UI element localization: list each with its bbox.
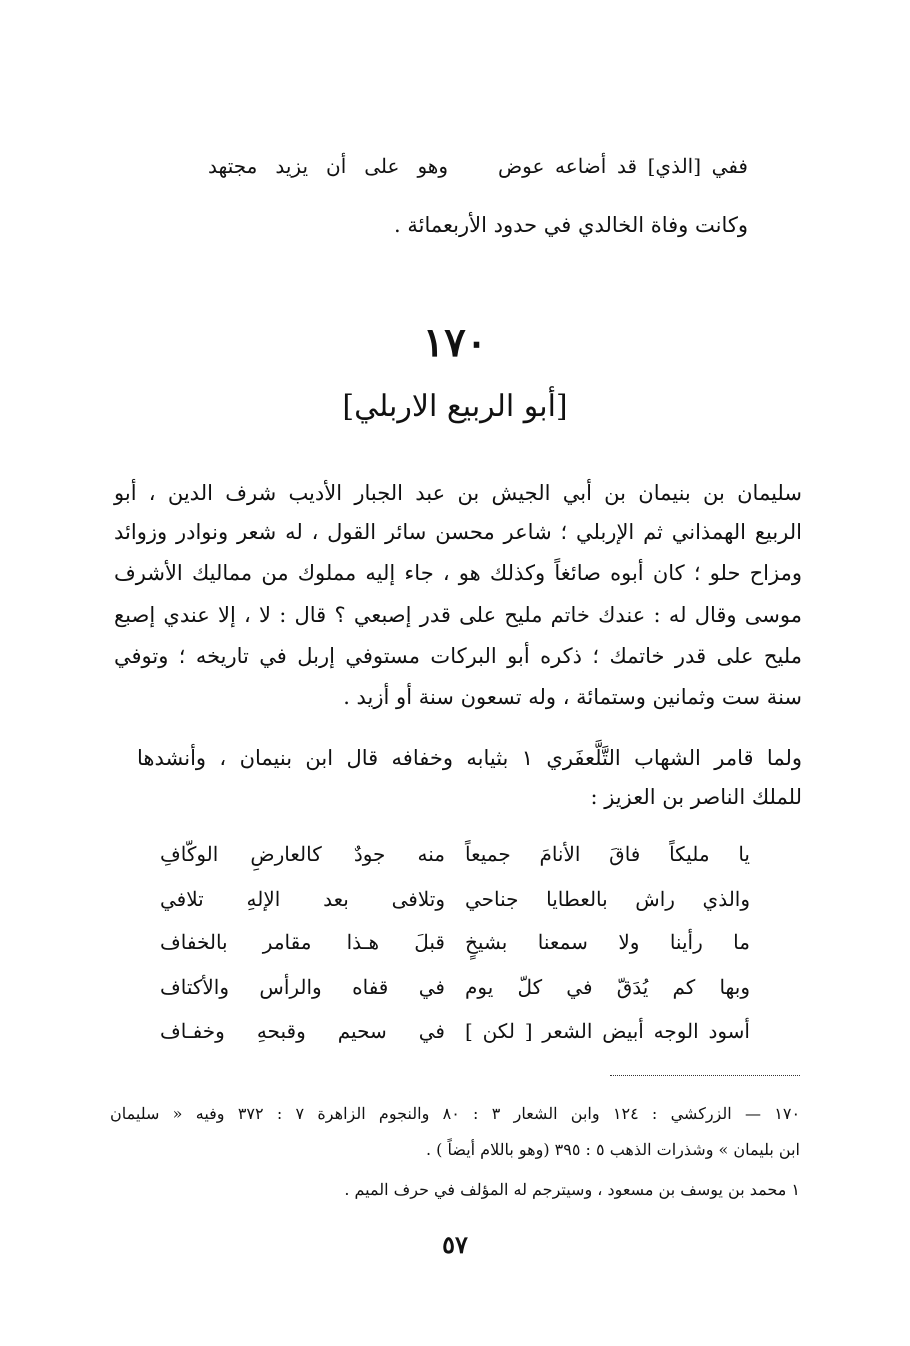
- footnote-line: ابن بليمان » وشذرات الذهب ٥ : ٣٩٥ (وهو باللام أيضاً ) .: [425, 1140, 800, 1159]
- entry-number: ١٧٠: [422, 319, 488, 366]
- poem-verse-right: والذي راش بالعطايا جناحي: [465, 887, 750, 911]
- opening-verse-right: ففي [الذي] قد أضاعه عوض: [498, 154, 748, 178]
- poem-verse-left: قبلَ هـذا مقامر بالخفاف: [160, 930, 445, 954]
- paragraph1-line: مليح على قدر خاتمك ؛ ذكره أبو البركات مستوفي إربل في تاريخه ؛ وتوفي: [114, 644, 802, 668]
- footnote-divider: [610, 1075, 800, 1076]
- paragraph1-line: سنة ست وثمانين وستمائة ، وله تسعون سنة أو أزيد .: [343, 685, 802, 709]
- poem-verse: [160, 842, 750, 876]
- poem-verse-right: ما رأينا ولا سمعنا بشيخٍ: [465, 930, 750, 954]
- poem-verse-left: منه جودٌ كالعارضِ الوكّافِ: [160, 842, 445, 866]
- paragraph1-line: ومزاح حلو ؛ كان أبوه صائغاً وكذلك هو ، جاء إليه مملوك من مماليك الأشرف: [114, 561, 802, 585]
- paragraph2-line: ولما قامر الشهاب التَّلَّعفَري ١ بثيابه وخفافه قال ابن بنيمان ، وأنشدها: [137, 746, 802, 770]
- page-number: ٥٧: [442, 1230, 468, 1259]
- intro-line: وكانت وفاة الخالدي في حدود الأربعمائة .: [394, 213, 748, 237]
- poem-verse-left: في قفاه والرأس والأكتاف: [160, 975, 445, 999]
- paragraph2-line: للملك الناصر بن العزيز :: [590, 785, 802, 809]
- poem-verse: [160, 930, 750, 964]
- poem-verse-right: أسود الوجه أبيض الشعر [ لكن ]: [465, 1019, 750, 1043]
- opening-verse-left: وهو على أن يزيد مجتهد: [208, 154, 448, 178]
- footnote-line: ١ محمد بن يوسف بن مسعود ، وسيترجم له المؤلف في حرف الميم .: [344, 1180, 800, 1199]
- poem-verse-right: يا مليكاً فاقَ الأنامَ جميعاً: [465, 842, 750, 866]
- poem-verse: [160, 1019, 750, 1053]
- entry-title: [أبو الربيع الاربلي]: [342, 389, 568, 424]
- poem-verse-left: وتلافى بعد الإلهِ تلافي: [160, 887, 445, 911]
- opening-verse: [208, 154, 748, 188]
- poem-verse: [160, 887, 750, 921]
- footnote-line: ١٧٠ — الزركشي : ١٢٤ وابن الشعار ٣ : ٨٠ والنجوم الزاهرة ٧ : ٣٧٢ وفيه « سليمان: [110, 1104, 801, 1123]
- poem-verse: [160, 975, 750, 1009]
- poem-verse-right: وبها كم يُدَقّ في كلّ يوم: [465, 975, 750, 999]
- paragraph1-line: الربيع الهمذاني ثم الإربلي ؛ شاعر محسن سائر القول ، له شعر ونوادر وزوائد: [114, 520, 802, 544]
- paragraph1-line: سليمان بن بنيمان بن أبي الجيش بن عبد الجبار الأديب شرف الدين ، أبو: [114, 481, 802, 505]
- paragraph1-line: موسى وقال له : عندك خاتم مليح على قدر إصبعي ؟ قال : لا ، إلا عندي إصبع: [114, 603, 802, 627]
- poem-verse-left: في سحيم وقبحهِ وخفـاف: [160, 1019, 445, 1043]
